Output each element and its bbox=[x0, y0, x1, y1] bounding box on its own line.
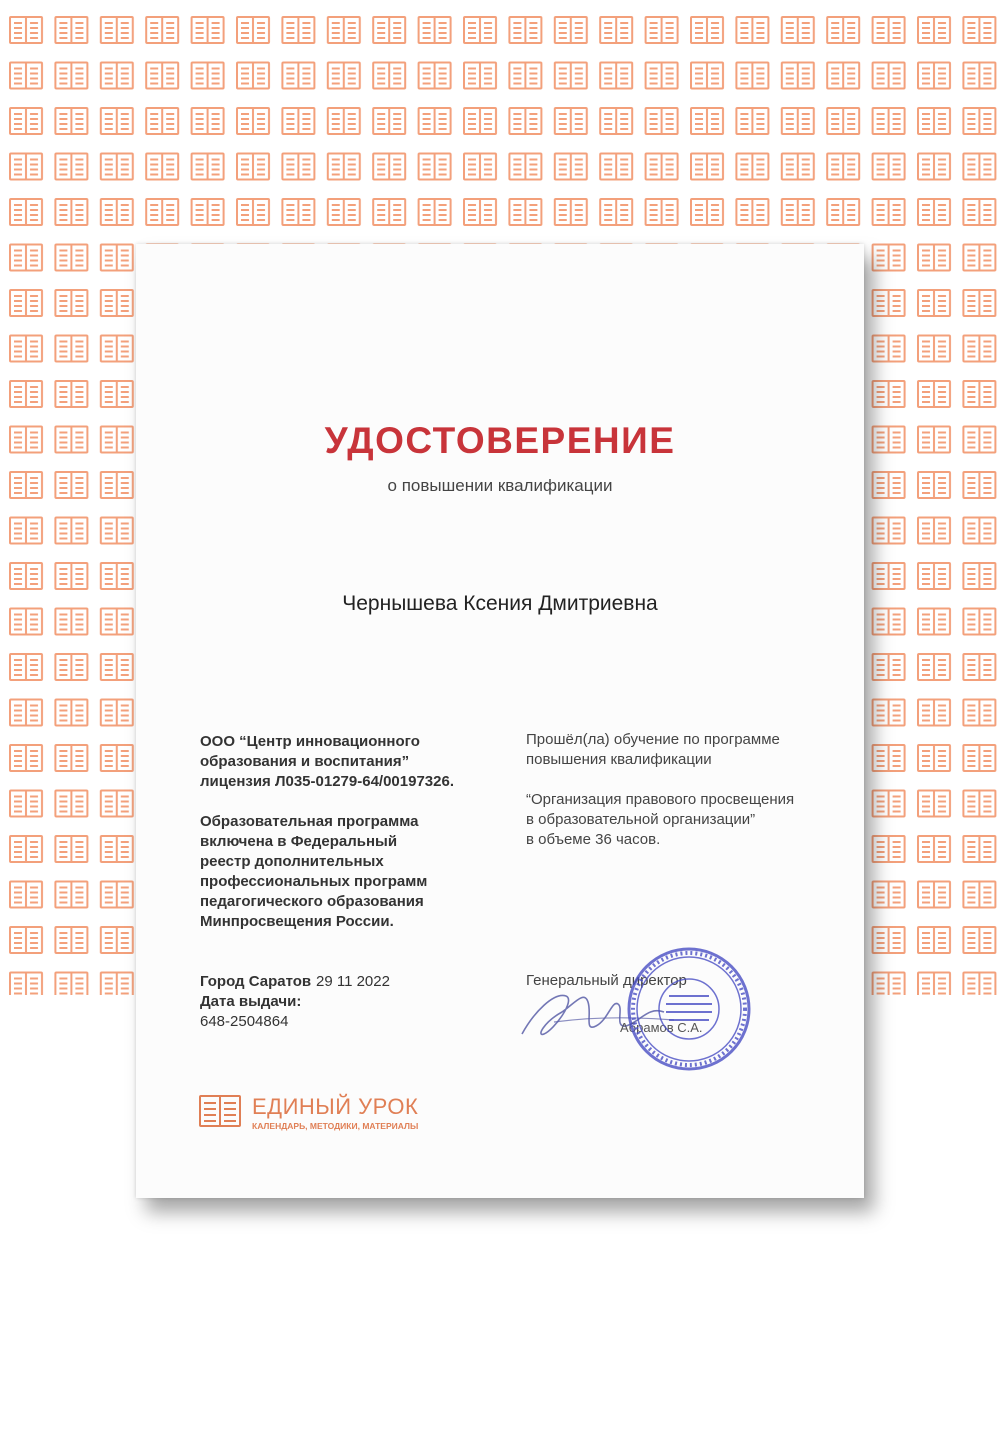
license-line: лицензия Л035-01279-64/00197326. bbox=[200, 773, 454, 790]
note-line: Минпросвещения России. bbox=[200, 913, 394, 930]
logo-title: ЕДИНЫЙ УРОК bbox=[252, 1094, 419, 1119]
program-registry-note bbox=[200, 812, 520, 932]
certificate-title: УДОСТОВЕРЕНИЕ bbox=[324, 420, 676, 461]
training-statement bbox=[526, 730, 856, 770]
program-line: в образовательной организации” bbox=[526, 811, 756, 828]
organization-line: ООО “Центр инновационного bbox=[200, 733, 420, 750]
note-line: реестр дополнительных bbox=[200, 853, 384, 870]
recipient-name: Чернышева Ксения Дмитриевна bbox=[342, 592, 658, 615]
training-line: повышения квалификации bbox=[526, 751, 712, 768]
issue-label: Дата выдачи: bbox=[200, 993, 302, 1010]
issue-details bbox=[200, 972, 460, 1032]
certificate bbox=[136, 244, 864, 1198]
book-logo-icon bbox=[198, 1094, 242, 1128]
certificate-subtitle: о повышении квалификации bbox=[387, 476, 613, 495]
organization-info bbox=[200, 732, 520, 792]
city-label: Город Саратов bbox=[200, 973, 312, 990]
note-line: профессиональных программ bbox=[200, 873, 428, 890]
director-title: Генеральный директор bbox=[526, 972, 687, 989]
director-name: Абрамов С.А. bbox=[620, 1020, 703, 1035]
registration-number: 648-2504864 bbox=[200, 1013, 289, 1030]
organization-line: образования и воспитания” bbox=[200, 753, 410, 770]
training-line: Прошёл(ла) обучение по программе bbox=[526, 731, 780, 748]
program-name bbox=[526, 790, 856, 850]
logo-tagline: КАЛЕНДАРЬ, МЕТОДИКИ, МАТЕРИАЛЫ bbox=[252, 1121, 419, 1131]
note-line: Образовательная программа bbox=[200, 813, 419, 830]
stamp bbox=[624, 944, 754, 1074]
program-hours: в объеме 36 часов. bbox=[526, 831, 661, 848]
note-line: включена в Федеральный bbox=[200, 833, 398, 850]
note-line: педагогического образования bbox=[200, 893, 424, 910]
issue-date: 29 11 2022 bbox=[316, 973, 390, 990]
program-line: “Организация правового просвещения bbox=[526, 791, 795, 808]
